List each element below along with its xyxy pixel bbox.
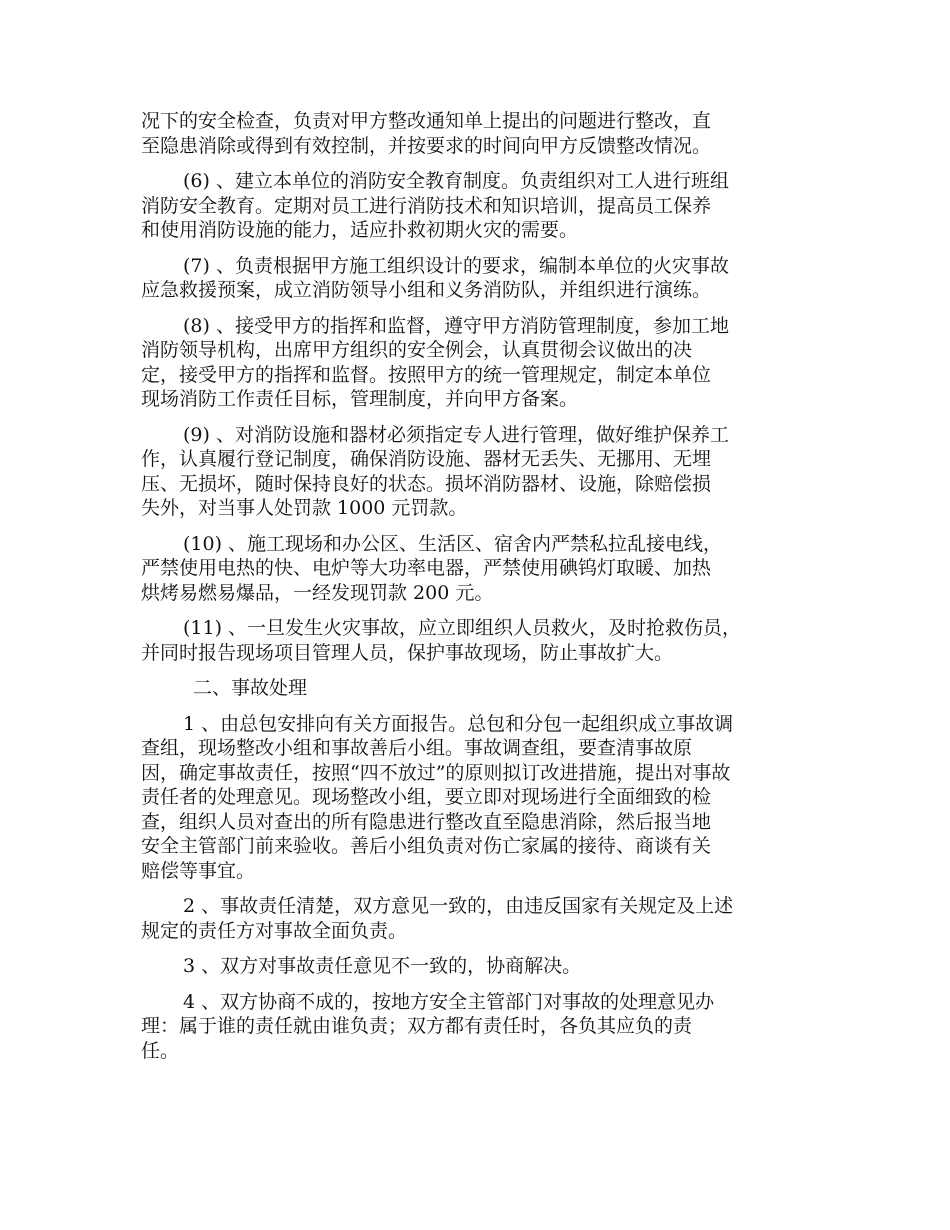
paragraph-line: 至隐患消除或得到有效控制，并按要求的时间向甲方反馈整改情况。 <box>141 134 712 157</box>
paragraph-line: (8) 、接受甲方的指挥和监督，遵守甲方消防管理制度，参加工地 <box>183 314 729 337</box>
paragraph-line: 理：属于谁的责任就由谁负责；双方都有责任时，各负其应负的责 <box>141 1015 693 1037</box>
paragraph-line: (11) 、一旦发生火灾事故，应立即组织人员救火，及时抢救伤员， <box>183 617 742 639</box>
paragraph-line: 作，认真履行登记制度，确保消防设施、器材无丢失、无挪用、无埋 <box>141 448 712 470</box>
paragraph-line: 和使用消防设施的能力，适应扑救初期火灾的需要。 <box>141 219 579 241</box>
paragraph-line: 严禁使用电热的快、电炉等大功率电器，严禁使用碘钨灯取暖、加热 <box>141 557 712 579</box>
paragraph-line: 1 、由总包安排向有关方面报告。总包和分包一起组织成立事故调 <box>183 712 734 735</box>
paragraph-line: 消防安全教育。定期对员工进行消防技术和知识培训，提高员工保养 <box>141 194 712 217</box>
paragraph-group-fire-safety <box>141 109 811 665</box>
paragraph-line: 4 、双方协商不成的，按地方安全主管部门对事故的处理意见办 <box>183 990 715 1013</box>
paragraph-line: 消防领导机构，出席甲方组织的安全例会，认真贯彻会议做出的决 <box>141 339 693 361</box>
paragraph-line: 任。 <box>141 1039 180 1062</box>
paragraph-group-accident-handling <box>141 712 811 1064</box>
paragraph <box>141 712 811 884</box>
paragraph-line: 3 、双方对事故责任意见不一致的，协商解决。 <box>183 955 582 977</box>
paragraph-line: 况下的安全检查，负责对甲方整改通知单上提出的问题进行整改，直 <box>141 110 712 132</box>
section-heading: 二、事故处理 <box>193 677 308 699</box>
document-page <box>141 109 811 1074</box>
paragraph <box>141 616 811 665</box>
paragraph <box>141 314 811 412</box>
paragraph <box>141 254 811 303</box>
paragraph <box>141 990 811 1064</box>
paragraph <box>141 954 811 979</box>
paragraph <box>141 532 811 606</box>
paragraph-line: 定，接受甲方的指挥和监督。按照甲方的统一管理规定，制定本单位 <box>141 363 712 386</box>
paragraph-line: 烘烤易燃易爆品，一经发现罚款 200 元。 <box>141 581 494 604</box>
paragraph-line: 应急救援预案，成立消防领导小组和义务消防队，并组织进行演练。 <box>141 279 712 301</box>
paragraph-line: 2 、事故责任清楚，双方意见一致的，由违反国家有关规定及上述 <box>183 895 734 917</box>
paragraph-line: 现场消防工作责任目标，管理制度，并向甲方备案。 <box>141 388 579 410</box>
paragraph <box>141 894 811 943</box>
paragraph-line: 查，组织人员对查出的所有隐患进行整改直至隐患消除，然后报当地 <box>141 810 712 833</box>
paragraph-line: (6) 、建立本单位的消防安全教育制度。负责组织对工人进行班组 <box>183 170 729 192</box>
paragraph-line: (7) 、负责根据甲方施工组织设计的要求，编制本单位的火灾事故 <box>183 254 729 277</box>
paragraph-line: 赔偿等事宜。 <box>141 859 256 882</box>
paragraph <box>141 423 811 521</box>
paragraph <box>141 109 811 158</box>
paragraph-line: 规定的责任方对事故全面负责。 <box>141 919 408 942</box>
paragraph-line: 压、无损坏，随时保持良好的状态。损坏消防器材、设施，除赔偿损 <box>141 472 712 495</box>
paragraph-line: 责任者的处理意见。现场整改小组，要立即对现场进行全面细致的检 <box>141 786 712 808</box>
paragraph <box>141 169 811 243</box>
paragraph-line: 查组，现场整改小组和事故善后小组。事故调查组，要查清事故原 <box>141 737 693 759</box>
paragraph-line: 安全主管部门前来验收。善后小组负责对伤亡家属的接待、商谈有关 <box>141 835 712 857</box>
paragraph-line: 因，确定事故责任，按照“四不放过”的原则拟订改进措施，提出对事故 <box>141 761 731 784</box>
paragraph-line: 失外，对当事人处罚款 1000 元罚款。 <box>141 497 468 519</box>
paragraph-line: (9) 、对消防设施和器材必须指定专人进行管理，做好维护保养工 <box>183 423 729 446</box>
paragraph-line: (10) 、施工现场和办公区、生活区、宿舍内严禁私拉乱接电线， <box>183 532 723 555</box>
paragraph-line: 并同时报告现场项目管理人员，保护事故现场，防止事故扩大。 <box>141 641 674 664</box>
